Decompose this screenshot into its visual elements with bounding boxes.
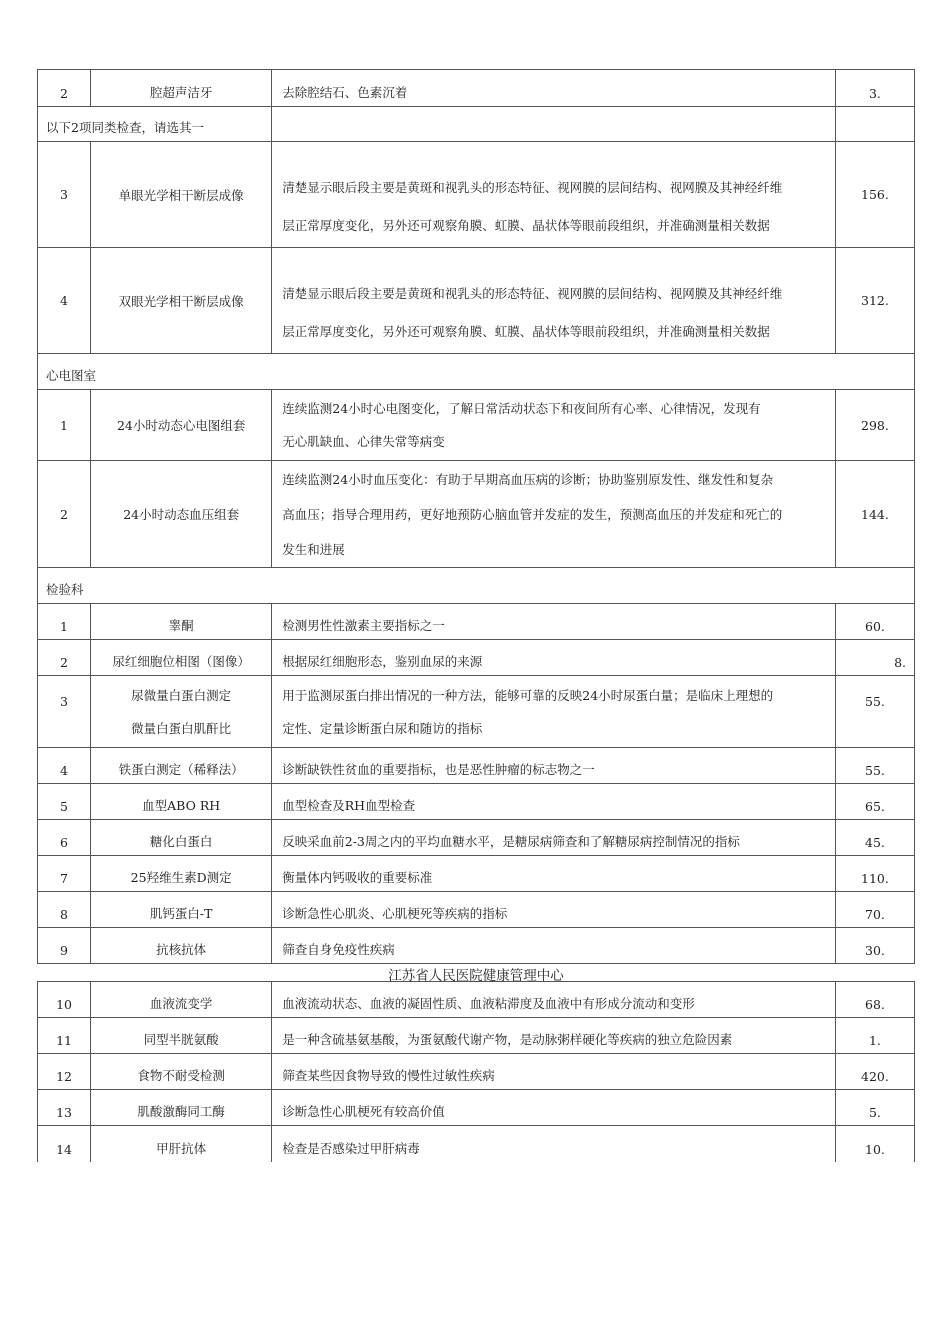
table-row: [38, 784, 915, 820]
item-description: 清楚显示眼后段主要是黄斑和视乳头的形态特征、视网膜的层间结构、视网膜及其神经纤维 层正常厚度变化，另外还可观察角膜、虹膜、晶状体等眼前段组织，并准确测量相关数据: [272, 142, 836, 248]
row-number: 4: [38, 748, 91, 784]
row-number: 2: [38, 461, 91, 568]
table-row: [38, 748, 915, 784]
item-description: 血液流动状态、血液的凝固性质、血液粘滞度及血液中有形成分流动和变形: [272, 982, 836, 1018]
item-price: 70.: [835, 892, 914, 928]
row-number: 11: [38, 1018, 91, 1054]
table-row: [38, 820, 915, 856]
item-name: 甲肝抗体: [91, 1126, 272, 1162]
table-row: [38, 1054, 915, 1090]
item-description: 清楚显示眼后段主要是黄斑和视乳头的形态特征、视网膜的层间结构、视网膜及其神经纤维 层正常厚度变化，另外还可观察角膜、虹膜、晶状体等眼前段组织，并准确测量相关数据: [272, 248, 836, 354]
row-number: 1: [38, 604, 91, 640]
item-price: 10.: [835, 1126, 914, 1162]
item-description: 连续监测24小时心电图变化，了解日常活动状态下和夜间所有心率、心律情况，发现有 无心肌缺血、心律失常等病变: [272, 390, 836, 461]
table-row: [38, 676, 915, 748]
row-number: 9: [38, 928, 91, 964]
row-number: 8: [38, 892, 91, 928]
row-number: 10: [38, 982, 91, 1018]
item-description: 筛查某些因食物导致的慢性过敏性疾病: [272, 1054, 836, 1090]
item-name: 单眼光学相干断层成像: [91, 142, 272, 248]
section-title-lab: 检验科: [38, 568, 915, 604]
item-name: 腔超声洁牙: [91, 70, 272, 107]
row-number: 6: [38, 820, 91, 856]
row-number: 1: [38, 390, 91, 461]
item-description: 用于监测尿蛋白排出情况的一种方法，能够可靠的反映24小时尿蛋白量；是临床上理想的 定性、定量诊断蛋白尿和随访的指标: [272, 676, 836, 748]
exam-table-1: [37, 69, 915, 964]
row-number: 3: [38, 142, 91, 248]
row-number: 2: [38, 640, 91, 676]
row-number: 7: [38, 856, 91, 892]
page-footer-title: 江苏省人民医院健康管理中心: [388, 968, 564, 984]
table-row: [38, 604, 915, 640]
item-description: 反映采血前2-3周之内的平均血糖水平，是糖尿病筛查和了解糖尿病控制情况的指标: [272, 820, 836, 856]
item-name: 血型ABO RH: [91, 784, 272, 820]
item-description: 诊断急性心肌炎、心肌梗死等疾病的指标: [272, 892, 836, 928]
table-row: [38, 1018, 915, 1054]
item-price: 1.: [835, 1018, 914, 1054]
table-row: [38, 390, 915, 461]
item-description: 诊断缺铁性贫血的重要指标，也是恶性肿瘤的标志物之一: [272, 748, 836, 784]
row-number: 12: [38, 1054, 91, 1090]
item-description: 根据尿红细胞形态，鉴别血尿的来源: [272, 640, 836, 676]
table-row: [38, 1126, 915, 1162]
item-name: 血液流变学: [91, 982, 272, 1018]
item-name: 铁蛋白测定（稀释法）: [91, 748, 272, 784]
item-name: 同型半胱氨酸: [91, 1018, 272, 1054]
item-name: 双眼光学相干断层成像: [91, 248, 272, 354]
section-row: [38, 354, 915, 390]
item-description: 检测男性性激素主要指标之一: [272, 604, 836, 640]
item-name: 25羟维生素D测定: [91, 856, 272, 892]
section-row: [38, 568, 915, 604]
table-row: [38, 70, 915, 107]
row-number: 14: [38, 1126, 91, 1162]
item-name: 食物不耐受检测: [91, 1054, 272, 1090]
table-row: [38, 248, 915, 354]
item-description: 诊断急性心肌梗死有较高价值: [272, 1090, 836, 1126]
item-description: 检查是否感染过甲肝病毒: [272, 1126, 836, 1162]
row-number: 5: [38, 784, 91, 820]
table-row: [38, 856, 915, 892]
item-price: 420.: [835, 1054, 914, 1090]
item-name: 24小时动态血压组套: [91, 461, 272, 568]
table-row: [38, 892, 915, 928]
row-number: 3: [38, 676, 91, 748]
item-name: 糖化白蛋白: [91, 820, 272, 856]
row-number: 4: [38, 248, 91, 354]
item-description: 去除腔结石、色素沉着: [272, 70, 836, 107]
item-price: 60.: [835, 604, 914, 640]
item-price: 3.: [835, 70, 914, 107]
item-description: 是一种含硫基氨基酸，为蛋氨酸代谢产物，是动脉粥样硬化等疾病的独立危险因素: [272, 1018, 836, 1054]
item-price: 156.: [835, 142, 914, 248]
table-row: [38, 928, 915, 964]
item-name: 睾酮: [91, 604, 272, 640]
item-price: 30.: [835, 928, 914, 964]
table-row: [38, 142, 915, 248]
item-price: 55.: [835, 676, 914, 748]
item-price: 55.: [835, 748, 914, 784]
item-price: 68.: [835, 982, 914, 1018]
item-description: 筛查自身免疫性疾病: [272, 928, 836, 964]
item-description: 连续监测24小时血压变化：有助于早期高血压病的诊断；协助鉴别原发性、继发性和复杂 高血压；指导合理用药，更好地预防心脑血管并发症的发生，预测高血压的并发症和死亡的 发生和进展: [272, 461, 836, 568]
table-row: [38, 640, 915, 676]
item-price: 65.: [835, 784, 914, 820]
item-name: 24小时动态心电图组套: [91, 390, 272, 461]
item-name: 尿微量白蛋白测定 微量白蛋白肌酐比: [91, 676, 272, 748]
item-price: 312.: [835, 248, 914, 354]
table-row: [38, 461, 915, 568]
table-row: [38, 1090, 915, 1126]
item-name: 尿红细胞位相图（图像）: [91, 640, 272, 676]
item-description: 血型检查及RH血型检查: [272, 784, 836, 820]
item-name: 肌钙蛋白-T: [91, 892, 272, 928]
note-text: 以下2项同类检查，请选其一: [38, 107, 272, 142]
item-price: 298.: [835, 390, 914, 461]
item-description: 衡量体内钙吸收的重要标准: [272, 856, 836, 892]
item-name: 抗核抗体: [91, 928, 272, 964]
row-number: 13: [38, 1090, 91, 1126]
item-price: 5.: [835, 1090, 914, 1126]
item-name: 肌酸激酶同工酶: [91, 1090, 272, 1126]
section-title-ecg: 心电图室: [38, 354, 915, 390]
item-price: 45.: [835, 820, 914, 856]
item-price: 8.: [835, 640, 914, 676]
item-price: 110.: [835, 856, 914, 892]
note-row: [38, 107, 915, 142]
row-number: 2: [38, 70, 91, 107]
table-row: [38, 982, 915, 1018]
item-price: 144.: [835, 461, 914, 568]
exam-table-2: [37, 981, 915, 1162]
